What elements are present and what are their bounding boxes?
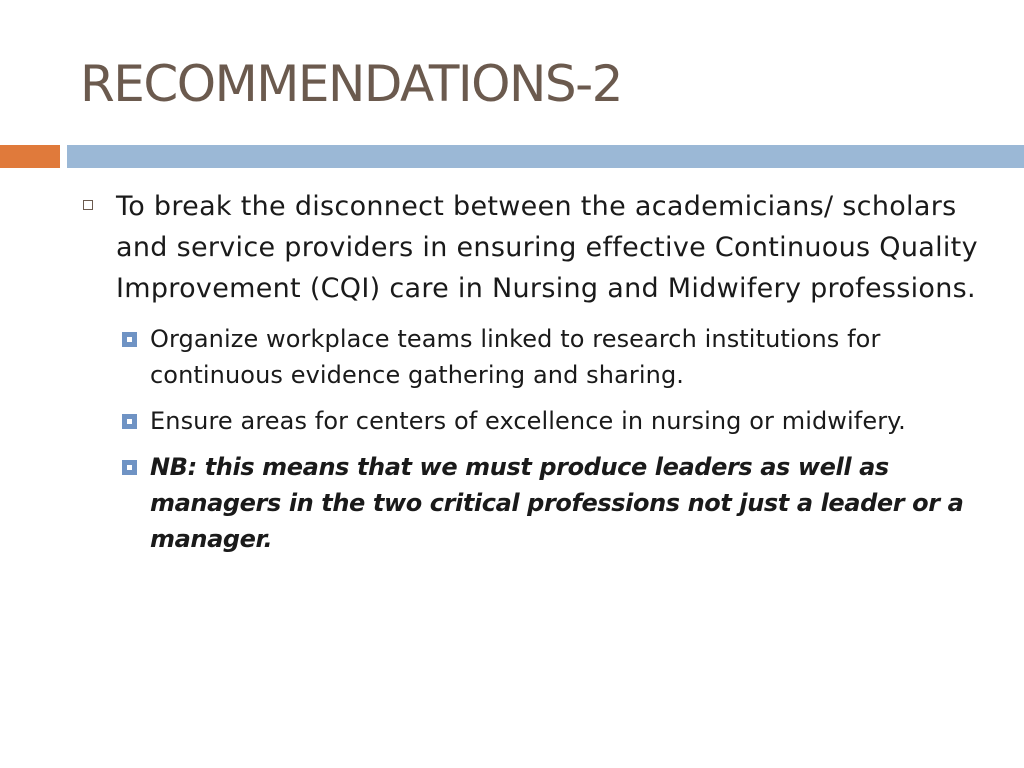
blue-square-bullet-icon — [122, 414, 137, 429]
slide-title: RECOMMENDATIONS-2 — [80, 55, 622, 113]
sub-bullet-2 — [122, 403, 980, 439]
blue-square-bullet-icon — [122, 332, 137, 347]
hollow-square-icon — [83, 200, 93, 210]
accent-bar-orange — [0, 145, 60, 168]
nb-note-text: NB: this means that we must produce leaders as well as managers in the two critical professions not just a leader or a manager. — [150, 453, 964, 553]
accent-bar-blue — [67, 145, 1024, 168]
main-bullet-text: To break the disconnect between the academicians/ scholars and service providers in ensuring effective Continuous Quality Improvement (CQI) care in Nursing and Midwifery professions. — [116, 191, 978, 304]
blue-square-bullet-icon — [122, 460, 137, 475]
main-bullet — [80, 186, 980, 309]
sub-bullet-3 — [122, 449, 980, 557]
slide-content — [80, 186, 980, 557]
sub-bullet-text: Ensure areas for centers of excellence in nursing or midwifery. — [150, 407, 906, 435]
sub-bullet-1 — [122, 321, 980, 393]
sub-bullet-text: Organize workplace teams linked to research institutions for continuous evidence gathering and sharing. — [150, 325, 881, 389]
